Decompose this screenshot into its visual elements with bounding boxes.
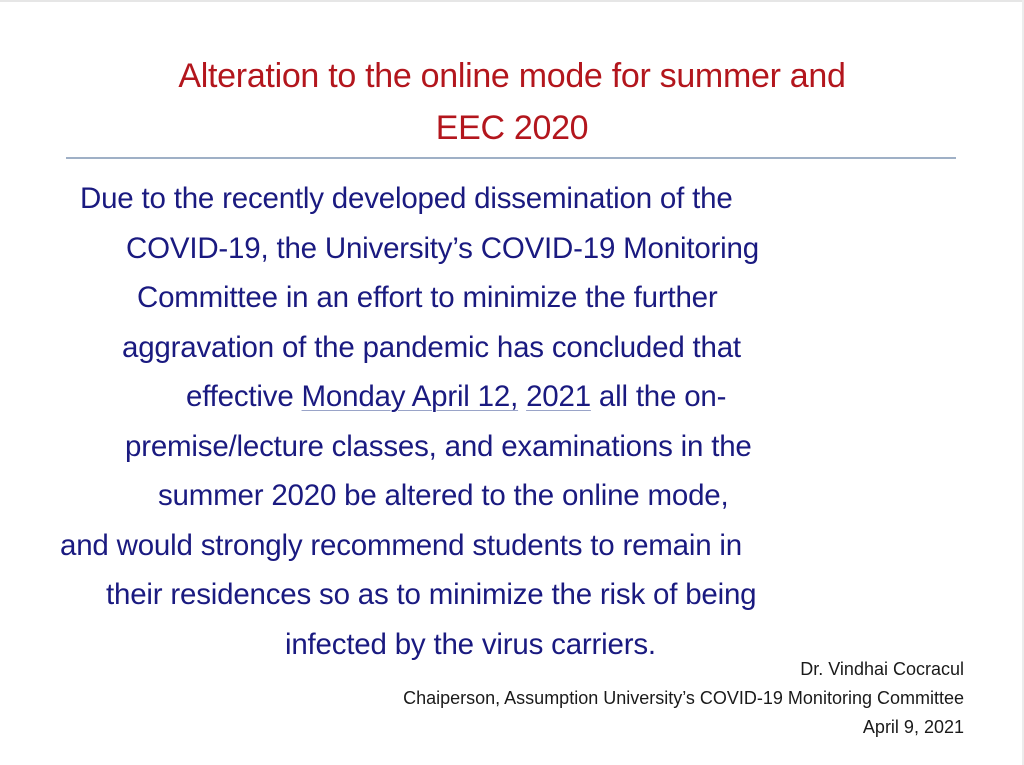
slide-title xyxy=(40,50,984,154)
body-text xyxy=(518,380,526,413)
body-text: effective xyxy=(186,380,302,413)
effective-year-underlined: 2021 xyxy=(526,380,591,413)
signature-date: April 9, 2021 xyxy=(862,717,964,737)
signatory-name: Dr. Vindhai Cocracul xyxy=(800,659,964,679)
signature-block xyxy=(403,655,964,742)
body-text: all the on- xyxy=(590,380,727,413)
body-line-effective-date xyxy=(30,372,994,422)
body-line: and would strongly recommend students to remain in xyxy=(60,528,742,562)
body-line: premise/lecture classes, and examinations in the xyxy=(125,429,752,463)
announcement-body xyxy=(30,174,994,669)
title-divider xyxy=(66,157,956,159)
body-line: COVID-19, the University’s COVID-19 Monitoring xyxy=(126,231,759,265)
body-line: summer 2020 be altered to the online mode, xyxy=(158,479,729,512)
effective-date-underlined: Monday April 12, xyxy=(301,380,519,413)
body-line: Due to the recently developed dissemination of the xyxy=(80,182,733,215)
signatory-position: Chaiperson, Assumption University’s COVID-19 Monitoring Committee xyxy=(403,688,964,708)
title-line-2: EEC 2020 xyxy=(435,109,589,147)
body-line: Committee in an effort to minimize the further xyxy=(137,281,718,314)
body-line: aggravation of the pandemic has concluded that xyxy=(122,330,741,364)
body-line: infected by the virus carriers. xyxy=(285,627,656,661)
body-line: their residences so as to minimize the risk of being xyxy=(106,578,757,611)
title-line-1: Alteration to the online mode for summer and xyxy=(178,57,846,95)
